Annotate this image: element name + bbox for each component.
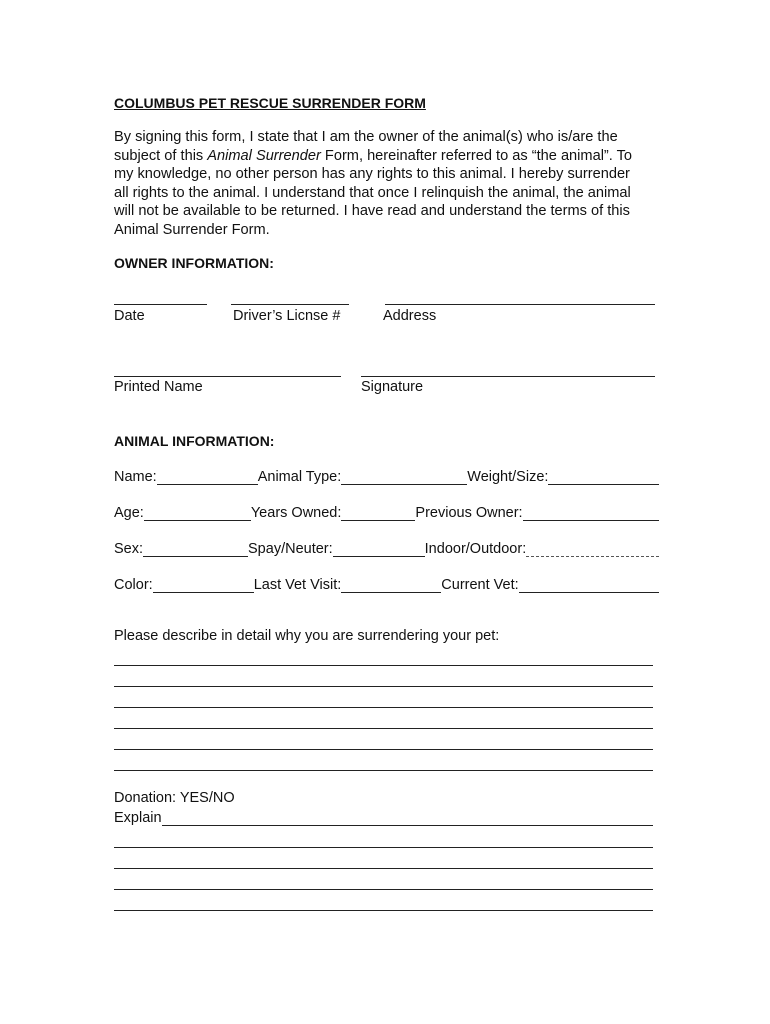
current-vet-field[interactable] bbox=[519, 577, 659, 593]
years-owned-label: Years Owned: bbox=[250, 505, 342, 521]
color-label: Color: bbox=[114, 577, 153, 593]
reason-prompt: Please describe in detail why you are surrendering your pet: bbox=[114, 628, 500, 644]
animal-row-name-type-weight bbox=[114, 467, 659, 487]
reason-line[interactable] bbox=[114, 770, 653, 771]
address-field[interactable] bbox=[385, 304, 655, 305]
signature-field[interactable] bbox=[361, 376, 655, 377]
weight-size-field[interactable] bbox=[548, 469, 659, 485]
explain-label: Explain bbox=[114, 810, 162, 826]
explain-row bbox=[114, 808, 653, 828]
drivers-license-label: Driver’s Licnse # bbox=[233, 308, 341, 324]
reason-line[interactable] bbox=[114, 728, 653, 729]
animal-row-age-years-previous bbox=[114, 503, 659, 523]
form-name-emphasis: Animal Surrender bbox=[207, 147, 321, 164]
owner-info-heading: OWNER INFORMATION: bbox=[114, 255, 274, 271]
animal-type-label: Animal Type: bbox=[257, 469, 342, 485]
explain-field[interactable] bbox=[162, 810, 653, 826]
explain-line[interactable] bbox=[114, 868, 653, 869]
intro-line: Animal Surrender Form. bbox=[114, 221, 270, 238]
reason-line[interactable] bbox=[114, 707, 653, 708]
animal-info-heading: ANIMAL INFORMATION: bbox=[114, 433, 275, 449]
address-label: Address bbox=[383, 308, 437, 324]
date-label: Date bbox=[114, 308, 145, 324]
sex-field[interactable] bbox=[143, 541, 248, 557]
weight-size-label: Weight/Size: bbox=[467, 469, 549, 485]
animal-type-field[interactable] bbox=[341, 469, 467, 485]
reason-line[interactable] bbox=[114, 686, 653, 687]
intro-line: all rights to the animal. I understand that once I relinquish the animal, the animal bbox=[114, 184, 631, 201]
years-owned-field[interactable] bbox=[341, 505, 415, 521]
explain-line[interactable] bbox=[114, 847, 653, 848]
reason-line[interactable] bbox=[114, 665, 653, 666]
sex-label: Sex: bbox=[114, 541, 144, 557]
spay-neuter-label: Spay/Neuter: bbox=[248, 541, 333, 557]
explain-line[interactable] bbox=[114, 910, 653, 911]
name-field[interactable] bbox=[157, 469, 258, 485]
previous-owner-label: Previous Owner: bbox=[415, 505, 523, 521]
color-field[interactable] bbox=[153, 577, 254, 593]
age-label: Age: bbox=[114, 505, 144, 521]
intro-paragraph bbox=[114, 128, 674, 240]
animal-row-color-lastvet-currentvet bbox=[114, 575, 659, 595]
reason-line[interactable] bbox=[114, 749, 653, 750]
intro-line: subject of this Animal Surrender Form, hereinafter referred to as “the animal”. To bbox=[114, 147, 633, 164]
form-title: COLUMBUS PET RESCUE SURRENDER FORM bbox=[114, 95, 426, 111]
printed-name-label: Printed Name bbox=[114, 379, 203, 395]
indoor-outdoor-label: Indoor/Outdoor: bbox=[424, 541, 527, 557]
explain-line[interactable] bbox=[114, 889, 653, 890]
printed-name-field[interactable] bbox=[114, 376, 341, 377]
last-vet-visit-label: Last Vet Visit: bbox=[253, 577, 342, 593]
spay-neuter-field[interactable] bbox=[333, 541, 425, 557]
indoor-outdoor-field[interactable] bbox=[526, 541, 659, 557]
intro-line: my knowledge, no other person has any rights to this animal. I hereby surrender bbox=[114, 166, 630, 183]
intro-line: By signing this form, I state that I am the owner of the animal(s) who is/are the bbox=[114, 129, 618, 145]
current-vet-label: Current Vet: bbox=[441, 577, 519, 593]
name-label: Name: bbox=[114, 469, 157, 485]
signature-label: Signature bbox=[361, 379, 424, 395]
animal-row-sex-spay-indoor bbox=[114, 539, 659, 559]
drivers-license-field[interactable] bbox=[231, 304, 349, 305]
last-vet-visit-field[interactable] bbox=[341, 577, 441, 593]
age-field[interactable] bbox=[144, 505, 251, 521]
intro-line: will not be available to be returned. I have read and understand the terms of this bbox=[114, 203, 630, 220]
previous-owner-field[interactable] bbox=[523, 505, 659, 521]
donation-label: Donation: YES/NO bbox=[114, 790, 235, 806]
date-field[interactable] bbox=[114, 304, 207, 305]
